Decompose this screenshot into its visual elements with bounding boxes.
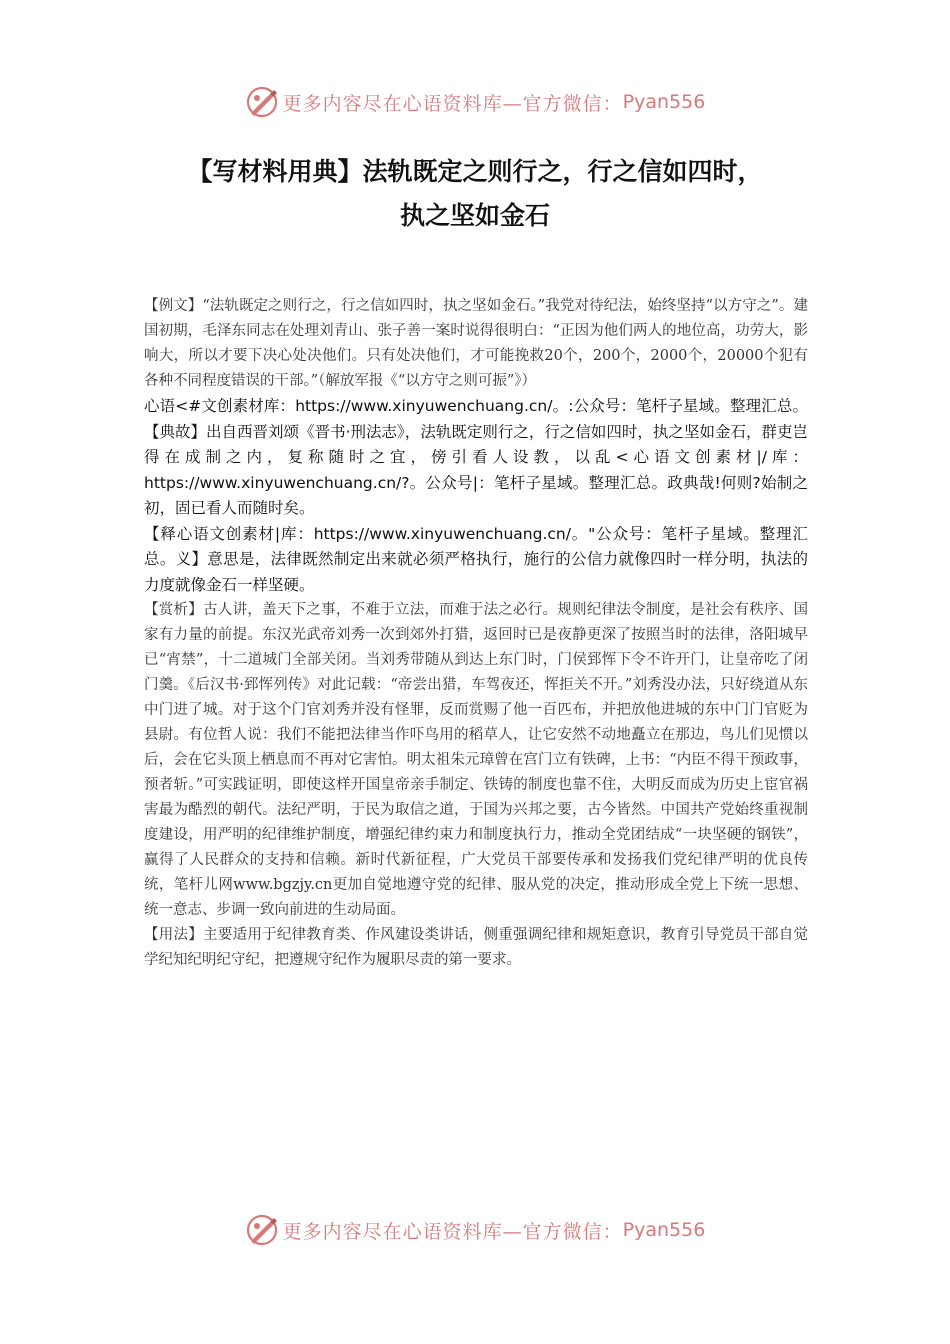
page-title	[95, 150, 855, 238]
analysis-tag: 【赏析】	[144, 602, 204, 618]
article-body	[144, 294, 808, 973]
title-line-2: 执之坚如金石	[399, 201, 550, 230]
wechat-id: Pyan556	[622, 91, 706, 113]
usage-tag: 【用法】	[144, 927, 204, 943]
banner-text: 更多内容尽在心语资料库—官方微信：	[282, 92, 623, 115]
header-banner	[0, 82, 950, 122]
pen-logo-icon	[245, 85, 279, 119]
example-paragraph	[144, 294, 808, 394]
analysis-text: 古人讲，盖天下之事，不难于立法，而难于法之必行。规则纪律法令制度，是社会有秩序、国家有力量的前提。东汉光武帝刘秀一次到郊外打猎，返回时已是夜静更深了按照当时的法律，洛阳城早已“宵禁”，十二道城门全部关闭。当刘秀带随从到达上东门时，门侯郅恽下令不许开门，让皇帝吃了闭门羹。《后汉书·郅恽列传》对此记载：“帝尝出猎，车驾夜还，恽拒关不开。”刘秀没办法，只好绕道从东中门进了城。对于这个门官刘秀并没有怪罪，反而赏赐了他一百匹布，并把放他进城的东中门门官贬为县尉。有位哲人说：我们不能把法律当作吓鸟用的稻草人，让它安然不动地矗立在那边，鸟儿们见惯以后，会在它头顶上栖息而不再对它害怕。明太祖朱元璋曾在宫门立有铁碑，上书：“内臣不得干预政事，预者斩。”可实践证明，即使这样开国皇帝亲手制定、铁铸的制度也靠不住，大明反而成为历史上宦官祸害最为酷烈的朝代。法纪严明，于民为取信之道，于国为兴邦之要，古今皆然。中国共产党始终重视制度建设，用严明的纪律维护制度，增强纪律约束力和制度执行力，推动全党团结成“一块坚硬的钢铁”，赢得了人民群众的支持和信赖。新时代新征程，广大党员干部要传承和发扬我们党纪律严明的优良传统，笔杆儿网www.bgzjy.cn更加自觉地遵守党的纪律、服从党的决定，推动形成全党上下统一思想、统一意志、步调一致向前进的生动局面。	[144, 602, 808, 918]
footer-banner	[0, 1210, 950, 1250]
usage-text: 主要适用于纪律教育类、作风建设类讲话，侧重强调纪律和规矩意识，教育引导党员干部自觉学纪知纪明纪守纪，把遵规守纪作为履职尽责的第一要求。	[144, 927, 808, 968]
pen-logo-icon	[245, 1213, 279, 1247]
example-text: “法轨既定之则行之，行之信如四时，执之坚如金石。”我党对待纪法，始终坚持“以方守之”。建国初期，毛泽东同志在处理刘青山、张子善一案时说得很明白：“正因为他们两人的地位高，功劳大，影响大，所以才要下决心处决他们。只有处决他们，才可能挽救20个，200个，2000个，20000个犯有各种不同程度错误的干部。”（解放军报《“以方守之则可振”》）	[144, 298, 808, 389]
example-tag: 【例文】	[144, 298, 203, 314]
wechat-id: Pyan556	[622, 1219, 706, 1241]
usage-paragraph	[144, 923, 808, 973]
source-paragraph: 心语<#文创素材库：https://www.xinyuwenchuang.cn/。:公众号：笔杆子星域。整理汇总。【典故】出自西晋刘颂《晋书·刑法志》，法轨既定则行之，行之信如四时，执之坚如金石，群吏岂得在成制之内，复称随时之宜，傍引看人设教，以乱<心语文创素材|/库：https://www.xinyuwenchuang.cn/?。公众号|：笔杆子星域。整理汇总。政典哉!何则?始制之初，固已看人而随时矣。	[144, 397, 808, 517]
analysis-paragraph	[144, 598, 808, 923]
banner-text: 更多内容尽在心语资料库—官方微信：	[282, 1220, 623, 1243]
meaning-paragraph: 【释心语文创素材|库：https://www.xinyuwenchuang.cn/。"公众号：笔杆子星域。整理汇总。义】意思是，法律既然制定出来就必须严格执行，施行的公信力就像四时一样分明，执法的力度就像金石一样坚硬。	[144, 524, 808, 594]
title-line-1: 【写材料用典】法轨既定之则行之，行之信如四时，	[187, 157, 763, 186]
